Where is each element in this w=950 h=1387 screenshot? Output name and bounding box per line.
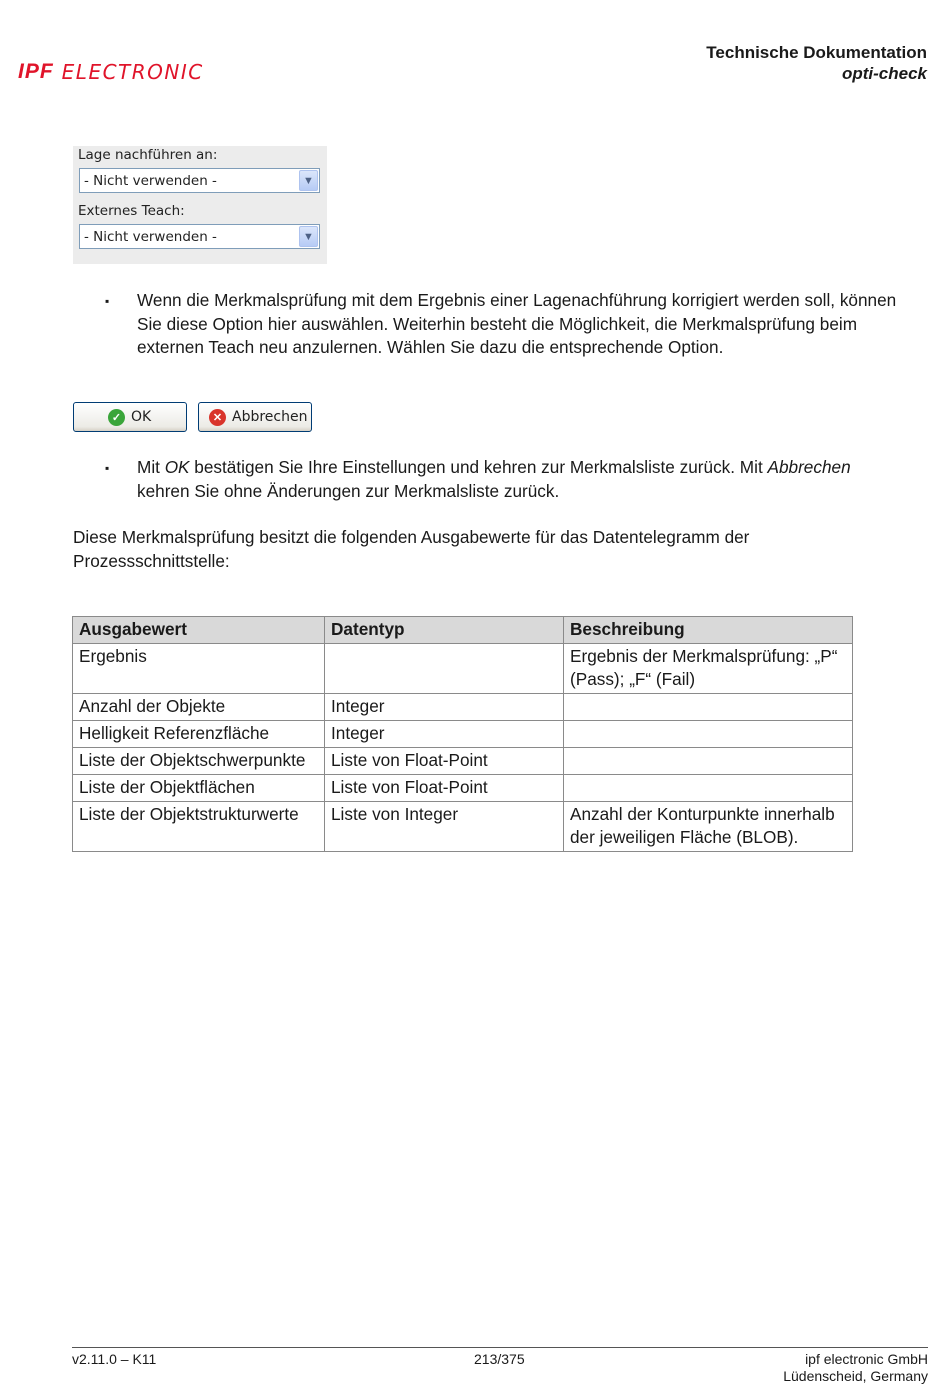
- external-teach-value: - Nicht verwenden -: [84, 229, 217, 245]
- column-header: Ausgabewert: [73, 617, 325, 644]
- ok-button[interactable]: [73, 402, 187, 432]
- table-cell: Liste von Integer: [325, 802, 564, 852]
- column-header: Beschreibung: [564, 617, 853, 644]
- logo-ipf-text: IPF: [18, 60, 54, 83]
- text-line: Diese Merkmalsprüfung besitzt die folgenden Ausgabewerte für das Datentelegramm der: [73, 527, 750, 547]
- table-cell: Liste der Objektflächen: [73, 775, 325, 802]
- cancel-emphasis: Abbrechen: [767, 457, 851, 477]
- table-cell: Integer: [325, 721, 564, 748]
- table-cell: [564, 748, 853, 775]
- close-icon: ✕: [209, 409, 226, 426]
- table-cell: Liste von Float-Point: [325, 775, 564, 802]
- ok-button-label: OK: [131, 409, 152, 425]
- company-location: Lüdenscheid, Germany: [783, 1368, 928, 1384]
- table-header-row: [73, 617, 853, 644]
- output-values-intro: [73, 526, 923, 573]
- external-teach-label: Externes Teach:: [78, 203, 185, 219]
- text-span: bestätigen Sie Ihre Einstellungen und kehren zur Merkmalsliste zurück. Mit: [189, 457, 768, 477]
- footer-page-number: 213/375: [474, 1351, 525, 1367]
- footer-version: v2.11.0 – K11: [72, 1351, 157, 1367]
- company-logo: [18, 60, 204, 84]
- external-teach-select[interactable]: [79, 224, 320, 249]
- settings-panel: [73, 146, 327, 264]
- bullet-paragraph-buttons: [137, 456, 937, 503]
- text-line: [137, 456, 937, 480]
- text-line: Sie diese Option hier auswählen. Weiterhin besteht die Möglichkeit, die Merkmalsprüfung beim: [137, 313, 858, 334]
- text-line: externen Teach neu anzulernen. Wählen Sie dazu die entsprechende Option.: [137, 337, 724, 357]
- table-cell: Ergebnis der Merkmalsprüfung: „P“ (Pass); „F“ (Fail): [564, 644, 853, 694]
- checkmark-icon: ✓: [108, 409, 125, 426]
- table-cell: [564, 775, 853, 802]
- footer-divider: [72, 1347, 928, 1348]
- chevron-down-icon[interactable]: ▼: [299, 170, 318, 191]
- cancel-button[interactable]: [198, 402, 312, 432]
- table-row: [73, 644, 853, 694]
- bullet-marker: ▪: [105, 294, 110, 308]
- company-name: ipf electronic GmbH: [805, 1351, 928, 1367]
- footer-company: [783, 1351, 928, 1385]
- table-cell: Ergebnis: [73, 644, 325, 694]
- table-row: [73, 721, 853, 748]
- table-cell: Liste der Objektstrukturwerte: [73, 802, 325, 852]
- ok-emphasis: OK: [164, 457, 190, 477]
- table-cell: [564, 694, 853, 721]
- position-tracking-value: - Nicht verwenden -: [84, 173, 217, 189]
- position-tracking-select[interactable]: [79, 168, 320, 193]
- bullet-paragraph-options: [137, 289, 937, 360]
- document-title: Technische Dokumentation: [706, 43, 927, 62]
- table-row: [73, 748, 853, 775]
- text-line: Prozessschnittstelle:: [73, 550, 230, 571]
- text-span: Mit: [137, 457, 165, 477]
- column-header: Datentyp: [325, 617, 564, 644]
- table-cell: Liste von Float-Point: [325, 748, 564, 775]
- document-subtitle: opti-check: [841, 64, 927, 83]
- bullet-marker: ▪: [105, 461, 110, 475]
- table-cell: Liste der Objektschwerpunkte: [73, 748, 325, 775]
- table-cell: Anzahl der Konturpunkte innerhalb der jeweiligen Fläche (BLOB).: [564, 802, 853, 852]
- table-cell: Integer: [325, 694, 564, 721]
- logo-electronic-text: ELECTRONIC: [61, 60, 204, 84]
- table-row: [73, 694, 853, 721]
- table-cell: [325, 644, 564, 694]
- table-cell: Anzahl der Objekte: [73, 694, 325, 721]
- table-cell: [564, 721, 853, 748]
- table-cell: Helligkeit Referenzfläche: [73, 721, 325, 748]
- chevron-down-icon[interactable]: ▼: [299, 226, 318, 247]
- cancel-button-label: Abbrechen: [232, 409, 308, 425]
- table-row: [73, 802, 853, 852]
- output-values-table: [72, 616, 853, 852]
- position-tracking-label: Lage nachführen an:: [78, 147, 218, 163]
- table-row: [73, 775, 853, 802]
- text-line: Wenn die Merkmalsprüfung mit dem Ergebnis einer Lagenachführung korrigiert werden soll, können: [137, 290, 897, 310]
- text-line: kehren Sie ohne Änderungen zur Merkmalsliste zurück.: [137, 480, 560, 501]
